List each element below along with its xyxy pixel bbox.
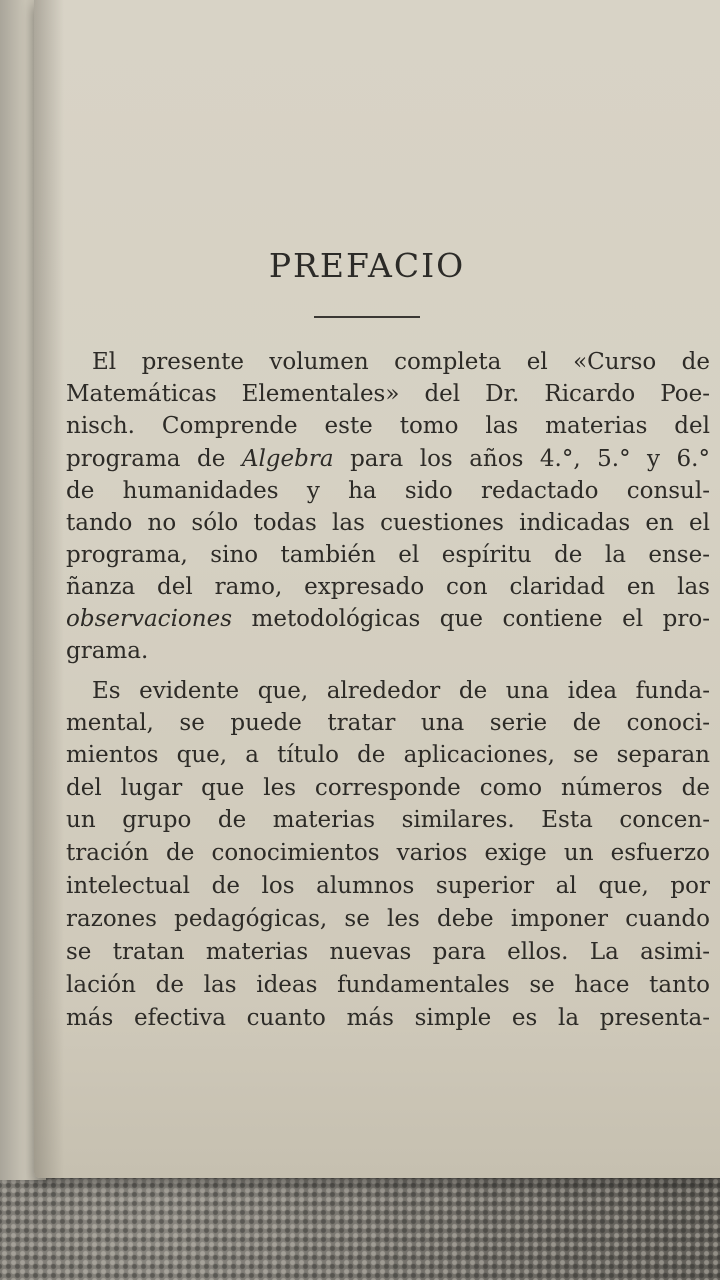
italic-term: Algebra <box>241 446 334 472</box>
text-line: grama. <box>66 638 149 664</box>
text-line: observaciones metodológicas que contiene el pro- <box>66 606 710 632</box>
book-page <box>34 0 720 1178</box>
text-line: de humanidades y ha sido redactado consul- <box>66 478 710 504</box>
italic-term: observaciones <box>66 606 232 632</box>
text-line: intelectual de los alumnos superior al que, por <box>66 873 710 899</box>
text-line: lación de las ideas fundamentales se hace tanto <box>66 972 710 998</box>
text-line: más efectiva cuanto más simple es la presenta- <box>66 1005 710 1031</box>
text-line: programa de Algebra para los años 4.°, 5.° y 6.° <box>66 446 710 472</box>
text-line: razones pedagógicas, se les debe imponer cuando <box>66 906 710 932</box>
text-line: tración de conocimientos varios exige un esfuerzo <box>66 840 710 866</box>
text-line: mental, se puede tratar una serie de conoci- <box>66 710 710 736</box>
text-line: tando no sólo todas las cuestiones indicadas en el <box>66 510 710 536</box>
heading-rule <box>314 316 420 318</box>
text-line: se tratan materias nuevas para ellos. La asimi- <box>66 939 710 965</box>
text-line: Matemáticas Elementales» del Dr. Ricardo Poe- <box>66 381 710 407</box>
text-line: programa, sino también el espíritu de la ense- <box>66 542 710 568</box>
page-heading: PREFACIO <box>268 246 466 285</box>
text-line: Es evidente que, alrededor de una idea funda- <box>92 678 710 704</box>
text-line: mientos que, a título de aplicaciones, se separan <box>66 742 710 768</box>
text-line: El presente volumen completa el «Curso de <box>92 349 710 375</box>
text-line: del lugar que les corresponde como números de <box>66 775 710 801</box>
text-line: un grupo de materias similares. Esta concen- <box>66 807 710 833</box>
text-line: nisch. Comprende este tomo las materias del <box>66 413 710 439</box>
text-line: ñanza del ramo, expresado con claridad en las <box>66 574 710 600</box>
